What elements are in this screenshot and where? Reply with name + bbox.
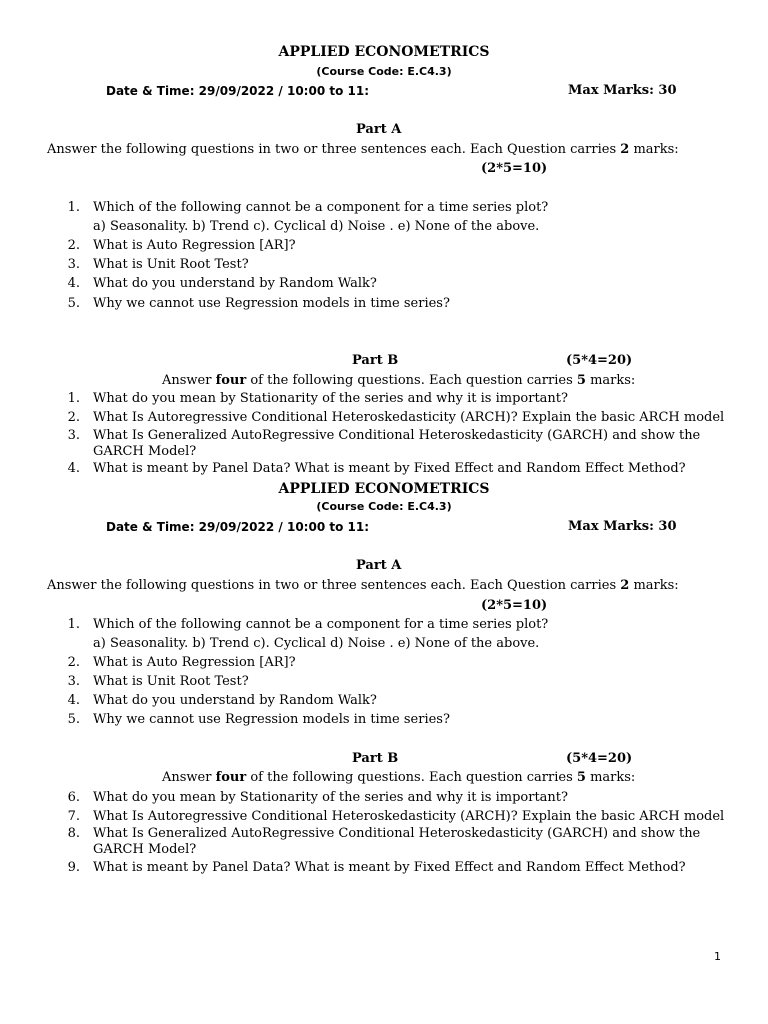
question-text: What is Unit Root Test? <box>93 257 249 272</box>
question-text: What Is Autoregressive Conditional Heteroskedasticity (ARCH)? Explain the basic ARCH model <box>93 410 725 425</box>
question-number: 4. <box>67 276 80 291</box>
question-number: 8. <box>67 826 80 841</box>
question-options: a) Seasonality. b) Trend c). Cyclical d) Noise . e) None of the above. <box>93 219 540 234</box>
question-text-continued: GARCH Model? <box>93 842 197 857</box>
question-text: Which of the following cannot be a component for a time series plot? <box>93 200 549 215</box>
part-b-heading: Part B <box>352 353 399 368</box>
question-number: 3. <box>67 257 80 272</box>
question-number: 4. <box>67 693 80 708</box>
question-number: 2. <box>67 655 80 670</box>
question-text: Why we cannot use Regression models in time series? <box>93 712 450 727</box>
max-marks: Max Marks: 30 <box>568 519 677 534</box>
question-number: 2. <box>67 238 80 253</box>
question-number: 2. <box>67 410 80 425</box>
part-b-marks: (5*4=20) <box>566 751 633 766</box>
part-b-instruction: Answer four of the following questions. Each question carries 5 marks: <box>162 373 636 388</box>
part-b-instruction: Answer four of the following questions. Each question carries 5 marks: <box>162 770 636 785</box>
question-number: 1. <box>67 200 80 215</box>
question-text: What Is Autoregressive Conditional Heteroskedasticity (ARCH)? Explain the basic ARCH model <box>93 809 725 824</box>
question-number: 3. <box>67 428 80 443</box>
part-a-marks: (2*5=10) <box>481 598 548 613</box>
question-text: What do you understand by Random Walk? <box>93 276 377 291</box>
part-a-instruction: Answer the following questions in two or three sentences each. Each Question carries 2 marks: <box>47 142 679 157</box>
question-text: Why we cannot use Regression models in time series? <box>93 296 450 311</box>
question-text: What do you understand by Random Walk? <box>93 693 377 708</box>
part-b-heading: Part B <box>352 751 399 766</box>
part-a-heading: Part A <box>356 558 402 573</box>
course-code: (Course Code: E.C4.3) <box>316 65 452 78</box>
part-a-heading: Part A <box>356 122 402 137</box>
part-b-marks: (5*4=20) <box>566 353 633 368</box>
question-text: What is Auto Regression [AR]? <box>93 655 296 670</box>
max-marks: Max Marks: 30 <box>568 83 677 98</box>
question-text: What Is Generalized AutoRegressive Conditional Heteroskedasticity (GARCH) and show the <box>93 826 701 841</box>
question-number: 5. <box>67 712 80 727</box>
question-text: What Is Generalized AutoRegressive Conditional Heteroskedasticity (GARCH) and show the <box>93 428 701 443</box>
part-a-marks: (2*5=10) <box>481 161 548 176</box>
question-number: 1. <box>67 391 80 406</box>
question-options: a) Seasonality. b) Trend c). Cyclical d) Noise . e) None of the above. <box>93 636 540 651</box>
question-text: Which of the following cannot be a component for a time series plot? <box>93 617 549 632</box>
exam-title: APPLIED ECONOMETRICS <box>278 481 490 497</box>
question-text: What is meant by Panel Data? What is meant by Fixed Effect and Random Effect Method? <box>93 860 686 875</box>
question-number: 1. <box>67 617 80 632</box>
exam-title: APPLIED ECONOMETRICS <box>278 44 490 60</box>
question-text: What is Unit Root Test? <box>93 674 249 689</box>
question-text: What is Auto Regression [AR]? <box>93 238 296 253</box>
question-text: What do you mean by Stationarity of the series and why it is important? <box>93 391 569 406</box>
date-time: Date & Time: 29/09/2022 / 10:00 to 11: <box>106 84 370 98</box>
question-number: 3. <box>67 674 80 689</box>
question-text-continued: GARCH Model? <box>93 444 197 459</box>
question-number: 9. <box>67 860 80 875</box>
question-number: 7. <box>67 809 80 824</box>
question-number: 6. <box>67 790 80 805</box>
question-text: What is meant by Panel Data? What is meant by Fixed Effect and Random Effect Method? <box>93 461 686 476</box>
question-number: 4. <box>67 461 80 476</box>
page-number: 1 <box>714 950 721 963</box>
course-code: (Course Code: E.C4.3) <box>316 500 452 513</box>
question-text: What do you mean by Stationarity of the series and why it is important? <box>93 790 569 805</box>
part-a-instruction: Answer the following questions in two or three sentences each. Each Question carries 2 marks: <box>47 578 679 593</box>
question-number: 5. <box>67 296 80 311</box>
date-time: Date & Time: 29/09/2022 / 10:00 to 11: <box>106 520 370 534</box>
